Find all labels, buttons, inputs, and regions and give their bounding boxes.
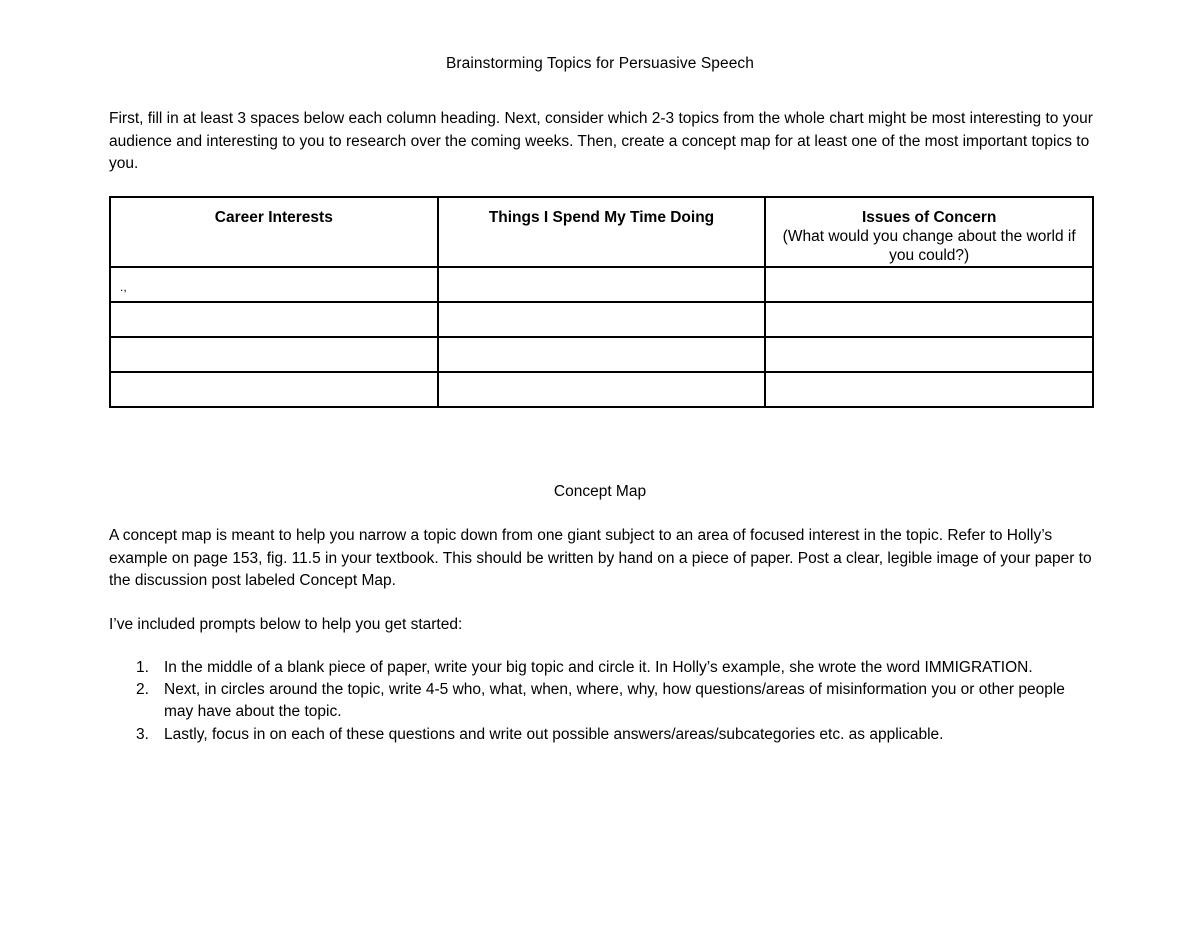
table-cell[interactable] <box>438 302 766 337</box>
table-row <box>110 267 1093 302</box>
table-row <box>110 372 1093 407</box>
cell-text: ., <box>120 280 127 294</box>
concept-map-heading: Concept Map <box>553 483 647 500</box>
table-cell[interactable] <box>110 337 438 372</box>
prompts-intro: I’ve included prompts below to help you get started: <box>109 616 463 633</box>
column-header-issues-of-concern <box>765 197 1093 267</box>
table-cell[interactable] <box>765 337 1093 372</box>
table-header-row <box>110 197 1093 267</box>
concept-map-description: A concept map is meant to help you narrow a topic down from one giant subject to an area of focused interest in the topic. Refer to Holly’s example on page 153, fig. 11.5 in your textbook. This should be written by hand on a piece of paper. Post a clear, legible image of your paper to the discussion post labeled Concept Map. <box>109 527 1092 589</box>
intro-paragraph: First, fill in at least 3 spaces below each column heading. Next, consider which 2-3 topics from the whole chart might be most interesting to your audience and interesting to you to research over the coming weeks. Then, create a concept map for at least one of the most important topics to you. <box>109 110 1093 172</box>
list-item-text: Lastly, focus in on each of these questions and write out possible answers/areas/subcategories etc. as applicable. <box>164 725 944 743</box>
page-title: Brainstorming Topics for Persuasive Speech <box>445 55 755 72</box>
column-header-subtitle: (What would you change about the world if you could?) <box>782 228 1076 264</box>
list-item-number: 1. <box>136 659 149 676</box>
list-item-number: 3. <box>136 725 149 743</box>
prompts-list <box>109 657 1094 746</box>
list-item <box>109 679 1094 723</box>
list-item-text: Next, in circles around the topic, write 4-5 who, what, when, where, why, how questions/areas of misinformation you or other people may have about the topic. <box>164 681 1065 721</box>
column-header-label: Career Interests <box>214 209 333 226</box>
table-row <box>110 302 1093 337</box>
table-cell[interactable] <box>765 302 1093 337</box>
brainstorm-table <box>109 196 1094 408</box>
table-cell[interactable] <box>110 267 438 302</box>
list-item-text: In the middle of a blank piece of paper, write your big topic and circle it. In Holly’s example, she wrote the word IMMIGRATION. <box>164 659 1033 676</box>
column-header-time-doing <box>438 197 766 267</box>
table-cell[interactable] <box>110 372 438 407</box>
column-header-career-interests <box>110 197 438 267</box>
table-cell[interactable] <box>765 267 1093 302</box>
table-cell[interactable] <box>438 337 766 372</box>
column-header-label: Issues of Concern <box>861 209 997 226</box>
list-item <box>109 657 1094 679</box>
list-item-number: 2. <box>136 681 149 699</box>
table-cell[interactable] <box>438 267 766 302</box>
table-cell[interactable] <box>438 372 766 407</box>
table-cell[interactable] <box>765 372 1093 407</box>
table-cell[interactable] <box>110 302 438 337</box>
table-row <box>110 337 1093 372</box>
list-item <box>109 724 1094 746</box>
column-header-label: Things I Spend My Time Doing <box>488 209 715 226</box>
